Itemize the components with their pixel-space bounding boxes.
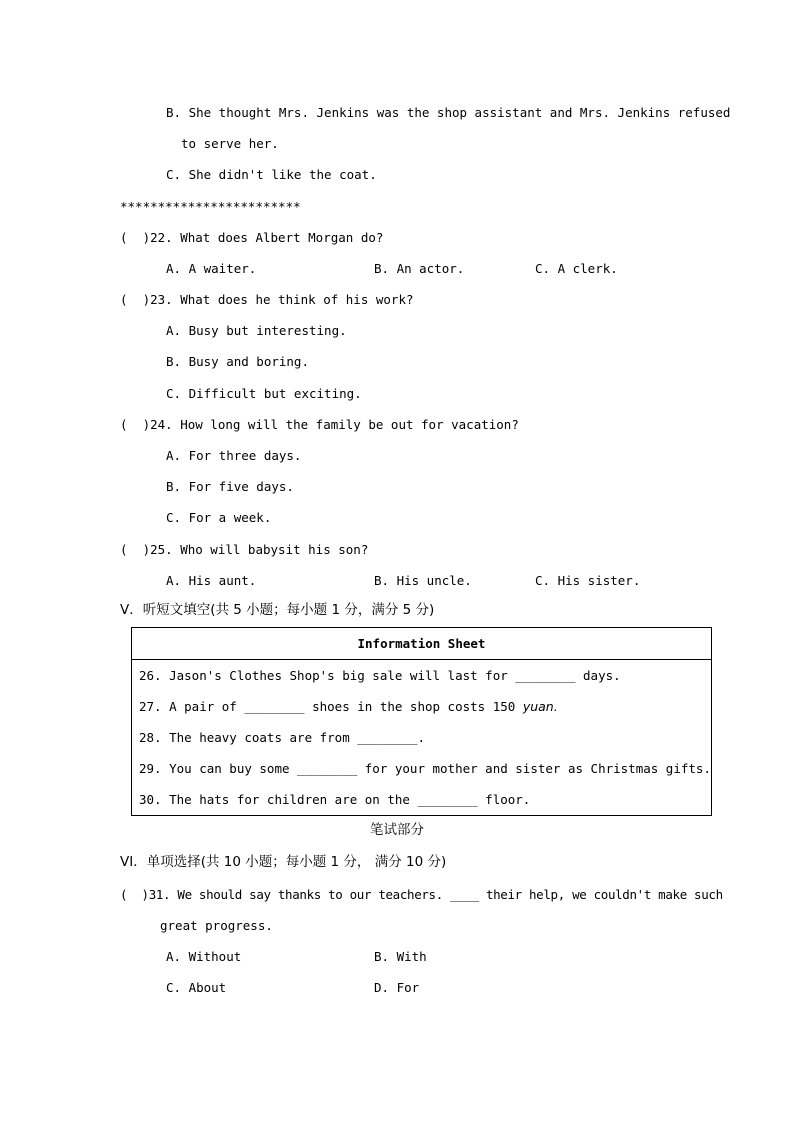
- question-23-option-c: C. Difficult but exciting.: [166, 386, 362, 401]
- row-27-text: 27. A pair of ________ shoes in the shop costs 150: [139, 699, 523, 714]
- table-row: [132, 660, 712, 692]
- table-row: [132, 691, 712, 722]
- question-25-option-b: B. His uncle.: [374, 573, 472, 588]
- question-24-option-c: C. For a week.: [166, 510, 272, 525]
- question-22-option-a: A. A waiter.: [166, 261, 257, 276]
- question-22-stem: ( )22. What does Albert Morgan do?: [120, 230, 384, 245]
- question-22-option-b: B. An actor.: [374, 261, 465, 276]
- table-row: [132, 722, 712, 753]
- section-6-heading: VI．单项选择(共 10 小题；每小题 1 分， 满分 10 分): [120, 854, 447, 870]
- question-31-option-a: A. Without: [166, 949, 242, 964]
- divider: ************************: [120, 199, 301, 214]
- question-23-option-b: B. Busy and boring.: [166, 354, 309, 369]
- question-21-b-line1: B. She thought Mrs. Jenkins was the shop assistant and Mrs. Jenkins refused: [166, 105, 731, 120]
- row-27-yuan: yuan.: [522, 699, 558, 714]
- row-26: 26. Jason's Clothes Shop's big sale will last for ________ days.: [139, 668, 621, 683]
- question-24-option-a: A. For three days.: [166, 448, 302, 463]
- question-31-option-d: D. For: [374, 980, 420, 995]
- table-row: [132, 753, 712, 784]
- question-31-line1: ( )31. We should say thanks to our teachers. ____ their help, we couldn't make such: [120, 887, 723, 902]
- question-25-option-a: A. His aunt.: [166, 573, 257, 588]
- table-row: [132, 784, 712, 816]
- question-31-option-b: B. With: [374, 949, 427, 964]
- question-31-option-c: C. About: [166, 980, 227, 995]
- question-31-line2: great progress.: [160, 918, 273, 933]
- question-25-option-c: C. His sister.: [535, 573, 641, 588]
- question-22-option-c: C. A clerk.: [535, 261, 618, 276]
- table-title: Information Sheet: [132, 628, 712, 660]
- written-part-heading: 笔试部分: [370, 822, 424, 838]
- question-25-stem: ( )25. Who will babysit his son?: [120, 542, 369, 557]
- section-5-heading: V．听短文填空(共 5 小题；每小题 1 分，满分 5 分): [120, 602, 435, 618]
- question-21-b-line2: to serve her.: [181, 136, 279, 151]
- question-23-stem: ( )23. What does he think of his work?: [120, 292, 414, 307]
- row-28: 28. The heavy coats are from ________.: [139, 730, 425, 745]
- row-29: 29. You can buy some ________ for your mother and sister as Christmas gifts.: [139, 761, 711, 776]
- question-24-stem: ( )24. How long will the family be out for vacation?: [120, 417, 519, 432]
- table-header-row: [132, 628, 712, 660]
- row-27: [132, 691, 712, 722]
- row-30: 30. The hats for children are on the ________ floor.: [139, 792, 531, 807]
- question-24-option-b: B. For five days.: [166, 479, 294, 494]
- question-21-c: C. She didn't like the coat.: [166, 167, 377, 182]
- information-sheet-table: [131, 627, 712, 816]
- question-23-option-a: A. Busy but interesting.: [166, 323, 347, 338]
